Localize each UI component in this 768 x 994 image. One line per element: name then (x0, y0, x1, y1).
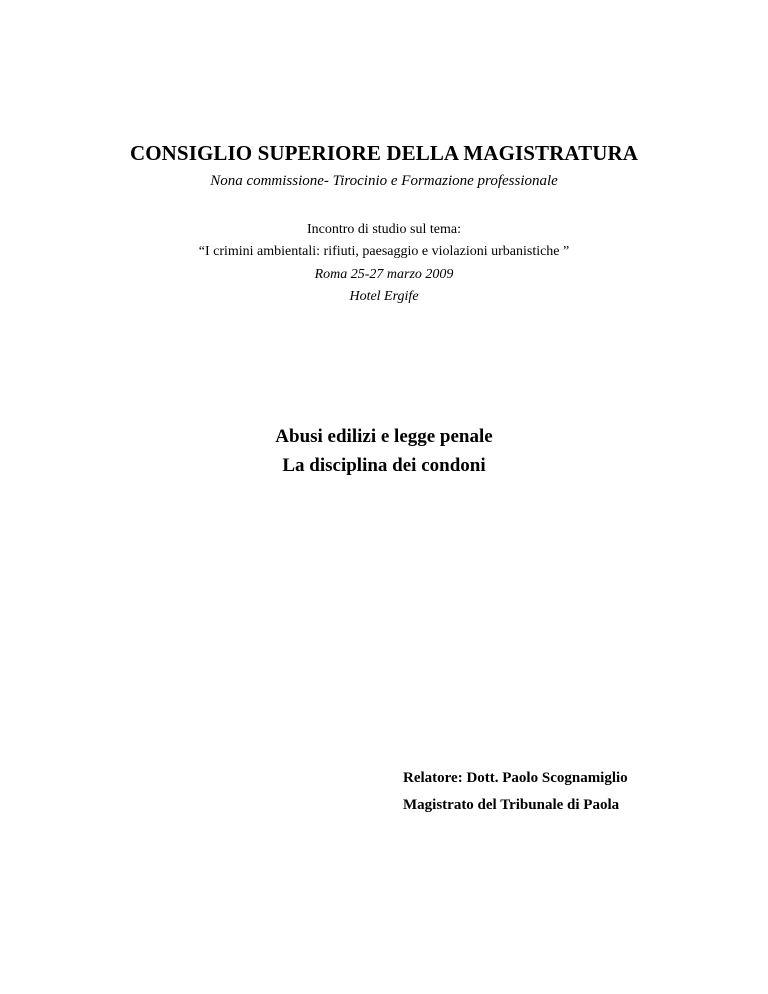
event-venue: Hotel Ergife (349, 289, 419, 304)
commission-subtitle: Nona commissione- Tirocinio e Formazione professionale (210, 173, 558, 189)
topic-title: Abusi edilizi e legge penale (275, 426, 493, 447)
event-dates: Roma 25-27 marzo 2009 (314, 267, 454, 282)
event-theme: “I crimini ambientali: rifiuti, paesaggio e violazioni urbanistiche ” (198, 244, 570, 259)
topic-subtitle: La disciplina dei condoni (282, 455, 486, 476)
event-intro: Incontro di studio sul tema: (307, 222, 461, 237)
speaker-name: Relatore: Dott. Paolo Scognamiglio (403, 770, 628, 786)
speaker-role: Magistrato del Tribunale di Paola (403, 797, 620, 813)
document-title: CONSIGLIO SUPERIORE DELLA MAGISTRATURA (129, 141, 639, 165)
